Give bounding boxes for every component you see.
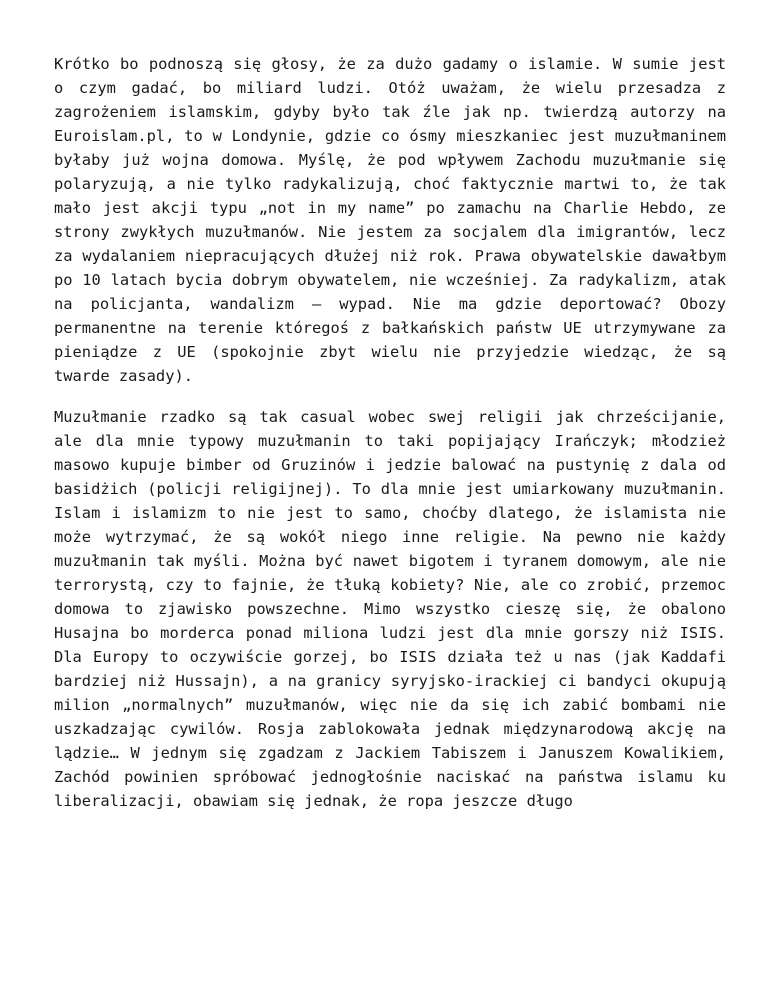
document-page <box>54 52 726 957</box>
paragraph-2: Muzułmanie rzadko są tak casual wobec swej religii jak chrześcijanie, ale dla mnie typowy muzułmanin to taki popijający Irańczyk; młodzież masowo kupuje bimber od Gruzinów i jedzie balować na pustynię z dala od basidżich (policji religijnej). To dla mnie jest umiarkowany muzułmanin. Islam i islamizm to nie jest to samo, choćby dlatego, że islamista nie może wytrzymać, że są wokół niego inne religie. Na pewno nie każdy muzułmanin tak myśli. Można być nawet bigotem i tyranem domowym, ale nie terrorystą, czy to fajnie, że tłuką kobiety? Nie, ale co zrobić, przemoc domowa to zjawisko powszechne. Mimo wszystko cieszę się, że obalono Husajna bo morderca ponad miliona ludzi jest dla mnie gorszy niż ISIS. Dla Europy to oczywiście gorzej, bo ISIS działa też u nas (jak Kaddafi bardziej niż Hussajn), a na granicy syryjsko-irackiej ci bandyci okupują milion „normalnych” muzułmanów, więc nie da się ich zabić bombami nie uszkadzając cywilów. Rosja zablokowała jednak międzynarodową akcję na lądzie… W jednym się zgadzam z Jackiem Tabiszem i Januszem Kowalikiem, Zachód powinien spróbować jednogłośnie naciskać na państwa islamu ku liberalizacji, obawiam się jednak, że ropa jeszcze długo <box>54 408 726 810</box>
paragraph-1: Krótko bo podnoszą się głosy, że za dużo gadamy o islamie. W sumie jest o czym gadać, bo miliard ludzi. Otóż uważam, że wielu przesadza z zagrożeniem islamskim, gdyby było tak źle jak np. twierdzą autorzy na Euroislam.pl, to w Londynie, gdzie co ósmy mieszkaniec jest muzułmaninem byłaby już wojna domowa. Myślę, że pod wpływem Zachodu muzułmanie się polaryzują, a nie tylko radykalizują, choć faktycznie martwi to, że tak mało jest akcji typu „not in my name” po zamachu na Charlie Hebdo, ze strony zwykłych muzułmanów. Nie jestem za socjalem dla imigrantów, lecz za wydalaniem niepracujących dłużej niż rok. Prawa obywatelskie dawałbym po 10 latach bycia dobrym obywatelem, nie wcześniej. Za radykalizm, atak na policjanta, wandalizm – wypad. Nie ma gdzie deportować? Obozy permanentne na terenie któregoś z bałkańskich państw UE utrzymywane za pieniądze z UE (spokojnie zbyt wielu nie przyjedzie wiedząc, że są twarde zasady). <box>54 55 726 385</box>
